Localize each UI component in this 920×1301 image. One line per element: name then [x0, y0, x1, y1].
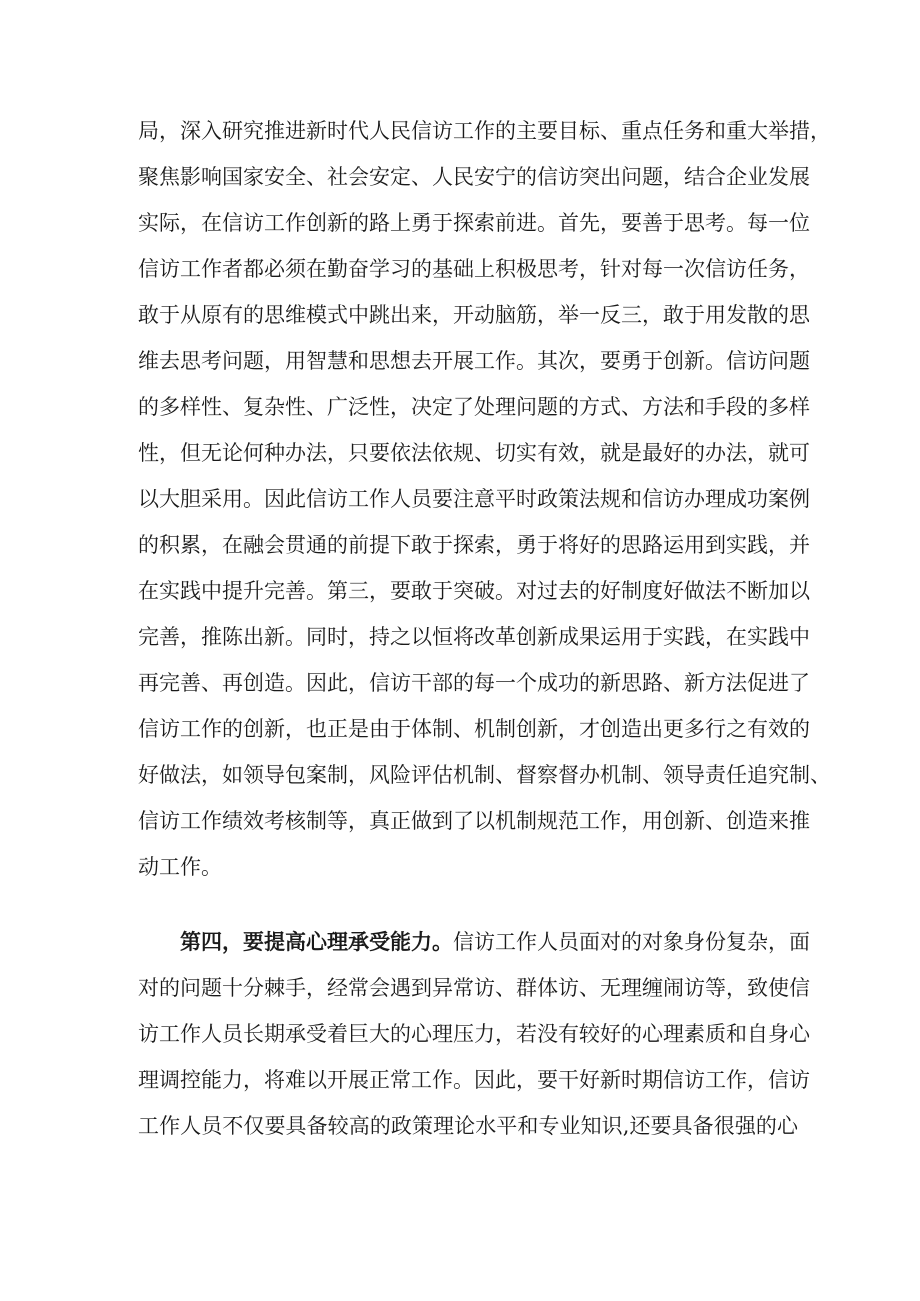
body-text-line: 的多样性、复杂性、广泛性，决定了处理问题的方式、方法和手段的多样	[138, 395, 810, 419]
body-text-line: 维去思考问题，用智慧和思想去开展工作。其次，要勇于创新。信访问题	[138, 349, 810, 373]
body-text-line: 工作人员不仅要具备较高的政策理论水平和专业知识,还要具备很强的心	[138, 1114, 798, 1138]
body-text-line: 在实践中提升完善。第三，要敢于突破。对过去的好制度好做法不断加以	[138, 579, 810, 603]
body-text-line: 局，深入研究推进新时代人民信访工作的主要目标、重点任务和重大举措，	[138, 119, 831, 143]
body-text-line: 实际，在信访工作创新的路上勇于探索前进。首先，要善于思考。每一位	[138, 211, 810, 235]
body-text-line: 信访工作绩效考核制等，真正做到了以机制规范工作，用创新、创造来推	[138, 809, 810, 833]
paragraph-first-line	[180, 925, 810, 959]
body-text-line: 敢于从原有的思维模式中跳出来，开动脑筋，举一反三，敢于用发散的思	[138, 303, 810, 327]
body-text-line: 聚焦影响国家安全、社会安定、人民安宁的信访突出问题，结合企业发展	[138, 165, 810, 189]
body-text-line: 完善，推陈出新。同时，持之以恒将改革创新成果运用于实践，在实践中	[138, 625, 810, 649]
body-text-line: 性，但无论何种办法，只要依法依规、切实有效，就是最好的办法，就可	[138, 441, 810, 465]
body-text-line: 好做法，如领导包案制，风险评估机制、督察督办机制、领导责任追究制、	[138, 763, 831, 787]
body-text-line: 理调控能力，将难以开展正常工作。因此，要干好新时期信访工作，信访	[138, 1068, 810, 1092]
body-text-line: 访工作人员长期承受着巨大的心理压力，若没有较好的心理素质和自身心	[138, 1022, 810, 1046]
body-text-line: 再完善、再创造。因此，信访干部的每一个成功的新思路、新方法促进了	[138, 671, 810, 695]
section-heading: 第四，要提高心理承受能力。	[180, 929, 453, 954]
body-text-line: 对的问题十分棘手，经常会遇到异常访、群体访、无理缠闹访等，致使信	[138, 976, 810, 1000]
body-text-line: 信访工作的创新，也正是由于体制、机制创新，才创造出更多行之有效的	[138, 717, 810, 741]
body-text-line: 的积累，在融会贯通的前提下敢于探索，勇于将好的思路运用到实践，并	[138, 533, 810, 557]
body-text-line: 动工作。	[138, 855, 222, 879]
body-text-span: 信访工作人员面对的对象身份复杂，面	[453, 930, 810, 954]
body-text-line: 以大胆采用。因此信访工作人员要注意平时政策法规和信访办理成功案例	[138, 487, 810, 511]
body-text-line: 信访工作者都必须在勤奋学习的基础上积极思考，针对每一次信访任务，	[138, 257, 810, 281]
